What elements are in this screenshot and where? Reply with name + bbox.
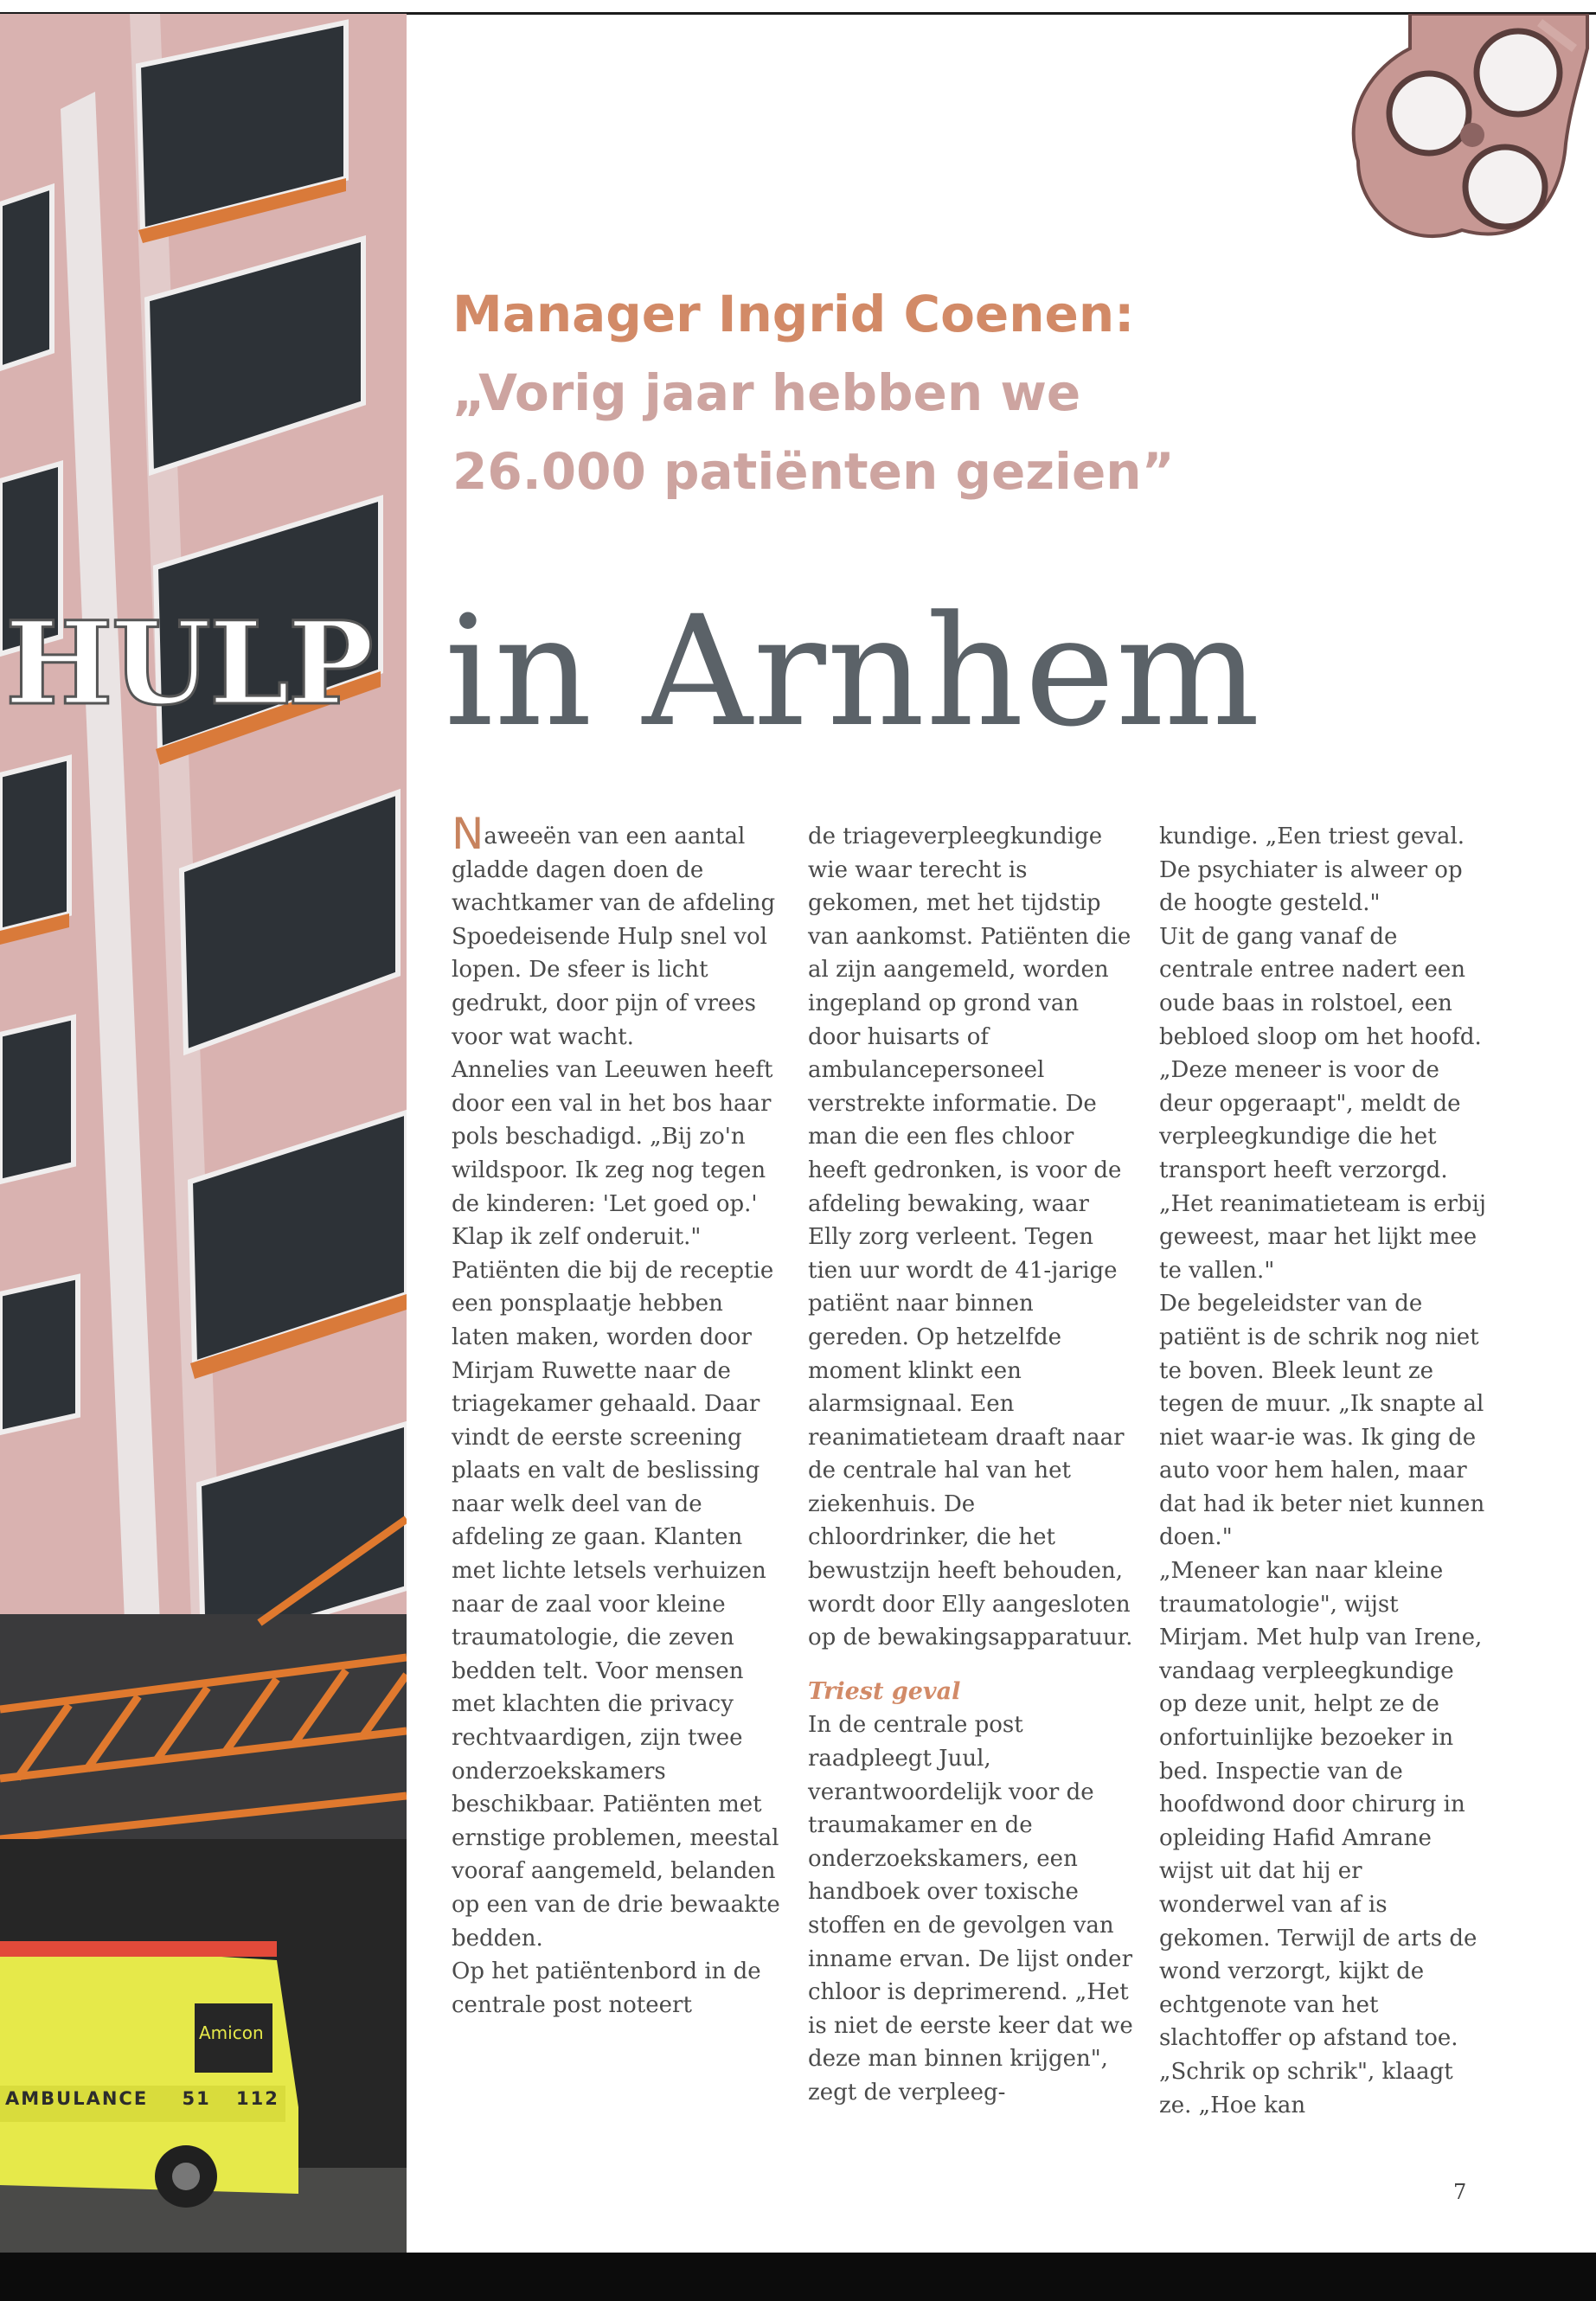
page-number: 7 <box>1453 2180 1467 2204</box>
hospital-building-photo <box>0 14 407 2253</box>
paragraph-text: aweeën van een aantal gladde dagen doen de wachtkamer van de afdeling Spoedeisende Hulp snel vol lopen. De sfeer is licht gedrukt, door pijn of vrees voor wat wacht. <box>452 824 776 1050</box>
paragraph: Uit de gang vanaf de centrale entree nadert een oude baas in rolstoel, een bebloed sloop om het hoofd. „Deze meneer is voor de deur opgeraapt", meldt de verpleegkundige die het transport heeft verzorgd. „Het reanimatieteam is erbij geweest, maar het lijkt mee te vallen." <box>1159 923 1486 1284</box>
paragraph: kundige. „Een triest geval. De psychiater is alweer op de hoogte gesteld." <box>1159 824 1465 917</box>
title-hulp: HULP <box>5 597 372 731</box>
ambulance-label <box>5 2088 279 2109</box>
dropcap: N <box>452 809 484 859</box>
subheading: Triest geval <box>808 1677 961 1705</box>
paragraph: In de centrale post raadpleegt Juul, verantwoordelijk voor de traumakamer en de onderzoekskamers, een handboek over toxische stoffen en de gevolgen van inname ervan. De lijst onder chloor is deprimerend. „Het is niet de eerste keer dat we deze man binnen krijgen", zegt de verpleeg- <box>808 1712 1133 2106</box>
bottom-bar <box>0 2253 1596 2301</box>
paragraph: Annelies van Leeuwen heeft door een val in het bos haar pols beschadigd. „Bij zo'n wildspoor. Ik zeg nog tegen de kinderen: 'Let goed op.' Klap ik zelf onderuit." <box>452 1057 773 1251</box>
paragraph: „Meneer kan naar kleine traumatologie", wijst Mirjam. Met hulp van Irene, vandaag verpleegkundige op deze unit, helpt ze de onfortuinlijke bezoeker in bed. Inspectie van de hoofdwond door chirurg in opleiding Hafid Amrane wijst uit dat hij er wonderwel van af is gekomen. Terwijl de arts de wond verzorgt, kijkt de echtgenote van het slachtoffer op afstand toe. „Schrik op schrik", klaagt ze. „Hoe kan <box>1159 1558 1483 2118</box>
article-subtitle <box>452 275 1317 511</box>
paragraph: De begeleidster van de patiënt is de schrik nog niet te boven. Bleek leunt ze tegen de muur. „Ik snapte al niet waar-ie was. Ik ging de auto voor hem halen, maar dat had ik beter niet kunnen doen." <box>1159 1291 1485 1551</box>
title-in-arnhem: in Arnhem <box>445 583 1261 760</box>
ambulance-text: AMBULANCE <box>5 2088 149 2109</box>
surgical-lamp-icon <box>1237 14 1596 273</box>
ambulance-code: 112 <box>236 2088 279 2109</box>
subtitle-line-1: Manager Ingrid Coenen: <box>452 285 1135 343</box>
paragraph: Op het patiëntenbord in de centrale post noteert <box>452 1958 761 2018</box>
subtitle-line-3: 26.000 patiënten gezien” <box>452 442 1175 501</box>
paragraph: Patiënten die bij de receptie een ponsplaatje hebben laten maken, worden door Mirjam Ruwette naar de triagekamer gehaald. Daar vindt de eerste screening plaats en valt de beslissing naar welk deel van de afdeling ze gaan. Klanten met lichte letsels verhuizen naar de zaal voor kleine traumatologie, die zeven bedden telt. Voor mensen met klachten die privacy rechtvaardigen, zijn twee onderzoekskamers beschikbaar. Patiënten met ernstige problemen, meestal vooraf aangemeld, belanden op een van de drie bewaakte bedden. <box>452 1257 780 1952</box>
article-column-1 <box>452 809 780 2022</box>
paragraph: de triageverpleegkundige wie waar terecht is gekomen, met het tijdstip van aankomst. Patiënten die al zijn aangemeld, worden ingepland op grond van door huisarts of ambulancepersoneel verstrekte informatie. De man die een fles chloor heeft gedronken, is voor de afdeling bewaking, waar Elly zorg verleent. Tegen tien uur wordt de 41-jarige patiënt naar binnen gereden. Op hetzelfde moment klinkt een alarmsignaal. Een reanimatieteam draaft naar de centrale hal van het ziekenhuis. De chloordrinker, die het bewustzijn heeft behouden, wordt door Elly aangesloten op de bewakingsapparatuur. <box>808 824 1133 1651</box>
article-column-2 <box>808 820 1137 2110</box>
article-column-3 <box>1159 820 1488 2122</box>
subtitle-line-2: „Vorig jaar hebben we <box>452 363 1081 422</box>
ambulance-number: 51 <box>182 2088 211 2109</box>
ambulance-sign: Amicon <box>199 2022 264 2043</box>
paragraph <box>452 809 780 1054</box>
